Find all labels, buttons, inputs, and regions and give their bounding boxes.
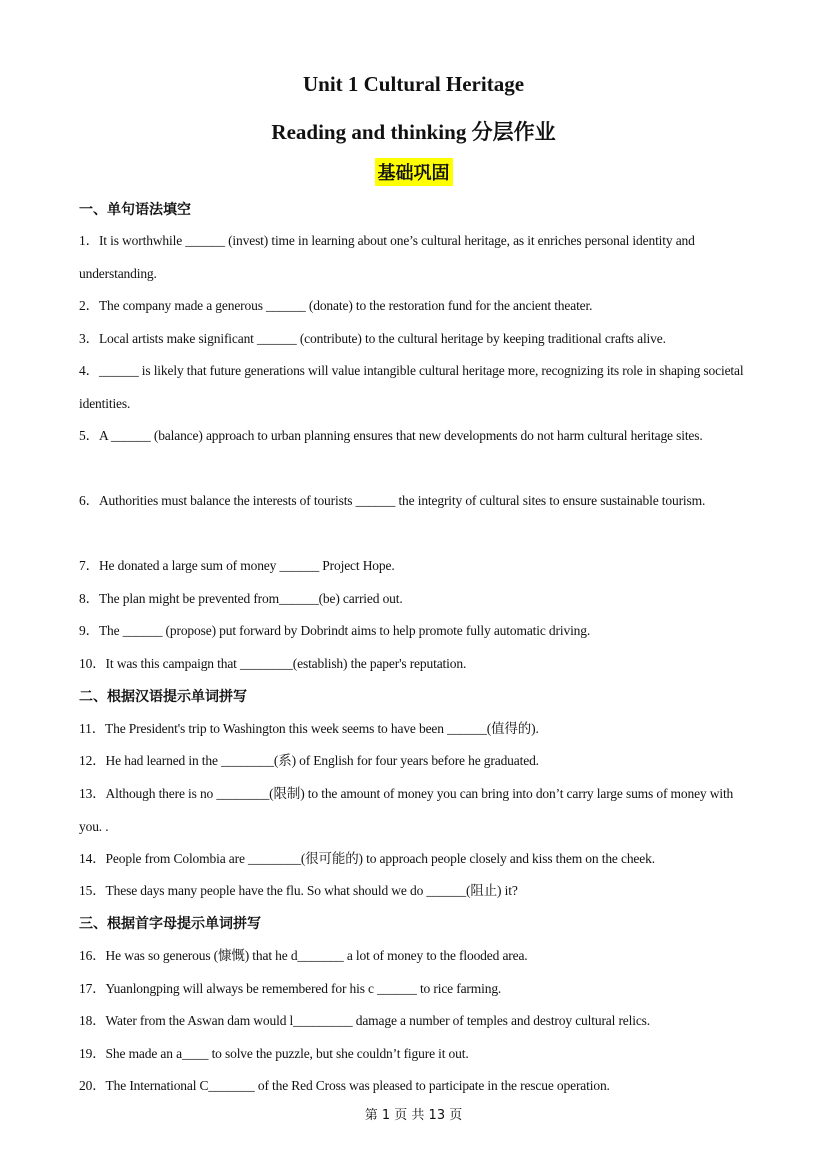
- section-heading-grammar: 一、单句语法填空: [79, 202, 191, 218]
- question-item: 1．It is worthwhile ______ (invest) time in learning about one’s cultural heritage, as it enriches personal identity and understanding.: [79, 233, 695, 281]
- level-badge: 基础巩固: [375, 158, 453, 186]
- section-heading-chinese-hint: 二、根据汉语提示单词拼写: [79, 689, 247, 705]
- question-item: 14．People from Colombia are ________(很可能的) to approach people closely and kiss them on the cheek.: [79, 851, 655, 866]
- question-item: 16．He was so generous (慷慨) that he d_______ a lot of money to the flooded area.: [79, 948, 528, 963]
- question-item: 12．He had learned in the ________(系) of English for four years before he graduated.: [79, 753, 539, 768]
- question-item: 9．The ______ (propose) put forward by Dobrindt aims to help promote fully automatic driving.: [79, 623, 591, 638]
- question-item: 13．Although there is no ________(限制) to the amount of money you can bring into don’t carry large sums of money with you. .: [79, 786, 734, 834]
- question-item: 20．The International C_______ of the Red Cross was pleased to participate in the rescue operation.: [79, 1078, 610, 1093]
- question-item: 2．The company made a generous ______ (donate) to the restoration fund for the ancient theater.: [79, 298, 593, 313]
- section-heading-initial-letter: 三、根据首字母提示单词拼写: [79, 916, 261, 932]
- question-item: 19．She made an a____ to solve the puzzle, but she couldn’t figure it out.: [79, 1046, 469, 1061]
- question-item: 7．He donated a large sum of money ______ Project Hope.: [79, 558, 395, 573]
- page-footer: 第 1 页 共 13 页: [364, 1108, 463, 1123]
- question-item: 5．A ______ (balance) approach to urban planning ensures that new developments do not harm cultural heritage sites.: [79, 428, 703, 443]
- document-subtitle: Reading and thinking 分层作业: [271, 120, 556, 144]
- level-badge-container: [0, 158, 827, 186]
- question-item: 15．These days many people have the flu. So what should we do ______(阻止) it?: [79, 883, 518, 898]
- question-item: 8．The plan might be prevented from______(be) carried out.: [79, 591, 403, 606]
- question-item: 17．Yuanlongping will always be remembered for his c ______ to rice farming.: [79, 981, 502, 996]
- question-item: 10．It was this campaign that ________(establish) the paper's reputation.: [79, 656, 467, 671]
- document-title: Unit 1 Cultural Heritage: [302, 72, 525, 96]
- question-item: 6．Authorities must balance the interests of tourists ______ the integrity of cultural sites to ensure sustainable tourism.: [79, 493, 706, 508]
- question-item: 4．______ is likely that future generations will value intangible cultural heritage more, recognizing its role in shaping societal identities.: [79, 363, 744, 411]
- question-item: 18．Water from the Aswan dam would l_________ damage a number of temples and destroy cultural relics.: [79, 1013, 651, 1028]
- question-item: 11．The President's trip to Washington this week seems to have been ______(值得的).: [79, 721, 539, 736]
- question-item: 3．Local artists make significant ______ (contribute) to the cultural heritage by keeping traditional crafts alive.: [79, 331, 666, 346]
